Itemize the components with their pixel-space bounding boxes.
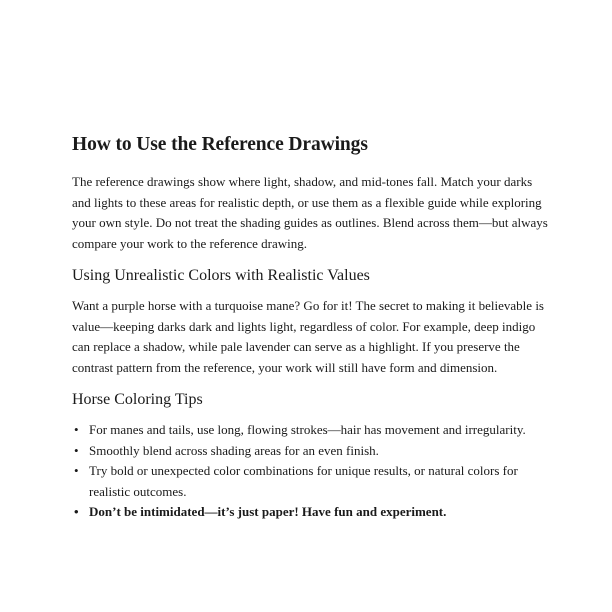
bullet-icon: • [74,463,79,478]
intro-paragraph: The reference drawings show where light, shadow, and mid-tones fall. Match your darks and lights to these areas for realistic depth, or use them as a flexible guide while exploring your own style. Do not treat the shading guides as outlines. Blend across them—but always compare your work to the reference drawing. [72,174,548,251]
list-item [72,420,552,441]
list-item-text: Try bold or unexpected color combinations for unique results, or natural colors for realistic outcomes. [89,463,518,499]
page-title: How to Use the Reference Drawings [72,134,368,155]
bullet-icon: • [74,442,79,458]
list-item-text: Don’t be intimidated—it’s just paper! Have fun and experiment. [89,504,447,519]
section-heading-coloring-tips: Horse Coloring Tips [72,391,203,408]
list-item-text: For manes and tails, use long, flowing strokes—hair has movement and irregularity. [89,422,526,437]
list-item [72,461,552,502]
bullet-icon: • [74,422,79,437]
bullet-icon: • [74,504,79,519]
list-item-text: Smoothly blend across shading areas for an even finish. [89,442,379,458]
list-item [72,441,552,462]
coloring-tips-list [72,420,552,523]
section-heading-unrealistic-colors: Using Unrealistic Colors with Realistic Values [72,267,370,284]
unrealistic-colors-paragraph: Want a purple horse with a turquoise mane? Go for it! The secret to making it believable is value—keeping darks dark and lights light, regardless of color. For example, deep indigo can replace a shadow, while pale lavender can serve as a highlight. If you preserve the contrast pattern from the reference, your work will still have form and dimension. [72,298,544,375]
list-item [72,502,552,523]
document-page [72,133,552,523]
